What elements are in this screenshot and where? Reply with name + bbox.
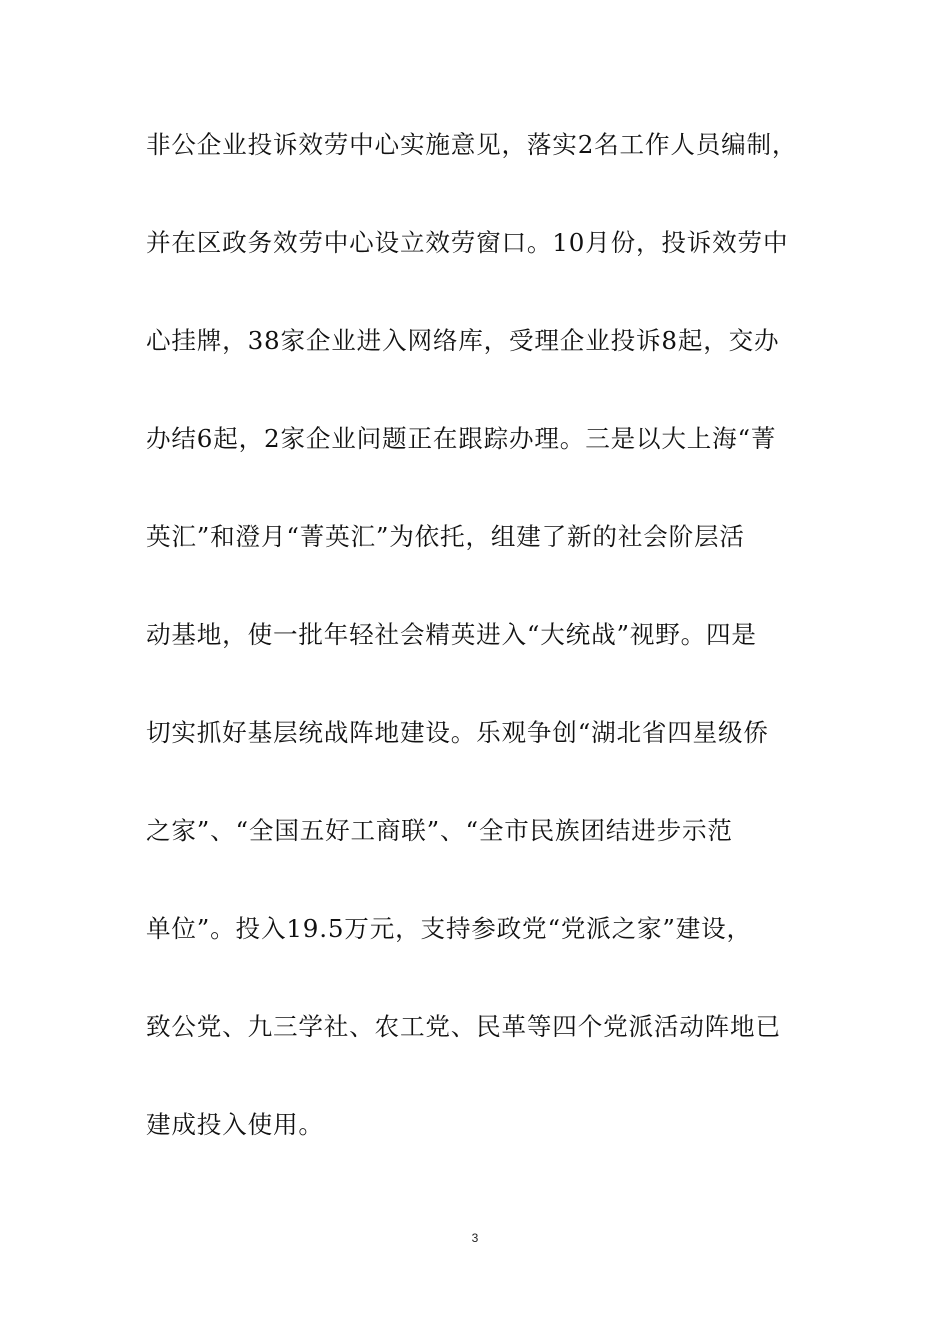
text-line: 动基地，使一批年轻社会精英进入“大统战”视野。四是 [146,620,757,649]
text-line: 单位”。投入19.5万元，支持参政党“党派之家”建设， [146,914,752,943]
text-line: 建成投入使用。 [146,1110,324,1139]
text-line: 心挂牌，38家企业进入网络库，受理企业投诉8起，交办 [146,326,780,355]
text-line: 之家”、“全国五好工商联”、“全市民族团结进步示范 [146,816,733,845]
text-line: 英汇”和澄月“菁英汇”为依托，组建了新的社会阶层活 [146,522,745,551]
text-line: 非公企业投诉效劳中心实施意见，落实2名工作人员编制， [146,130,798,159]
text-line: 办结6起，2家企业问题正在跟踪办理。三是以大上海“菁 [146,424,777,453]
page-number: 3 [471,1231,479,1245]
body-paragraph [146,130,810,1208]
text-line: 并在区政务效劳中心设立效劳窗口。10月份，投诉效劳中 [146,228,789,257]
text-line: 切实抓好基层统战阵地建设。乐观争创“湖北省四星级侨 [146,718,769,747]
text-line: 致公党、九三学社、农工党、民革等四个党派活动阵地已 [146,1012,781,1041]
